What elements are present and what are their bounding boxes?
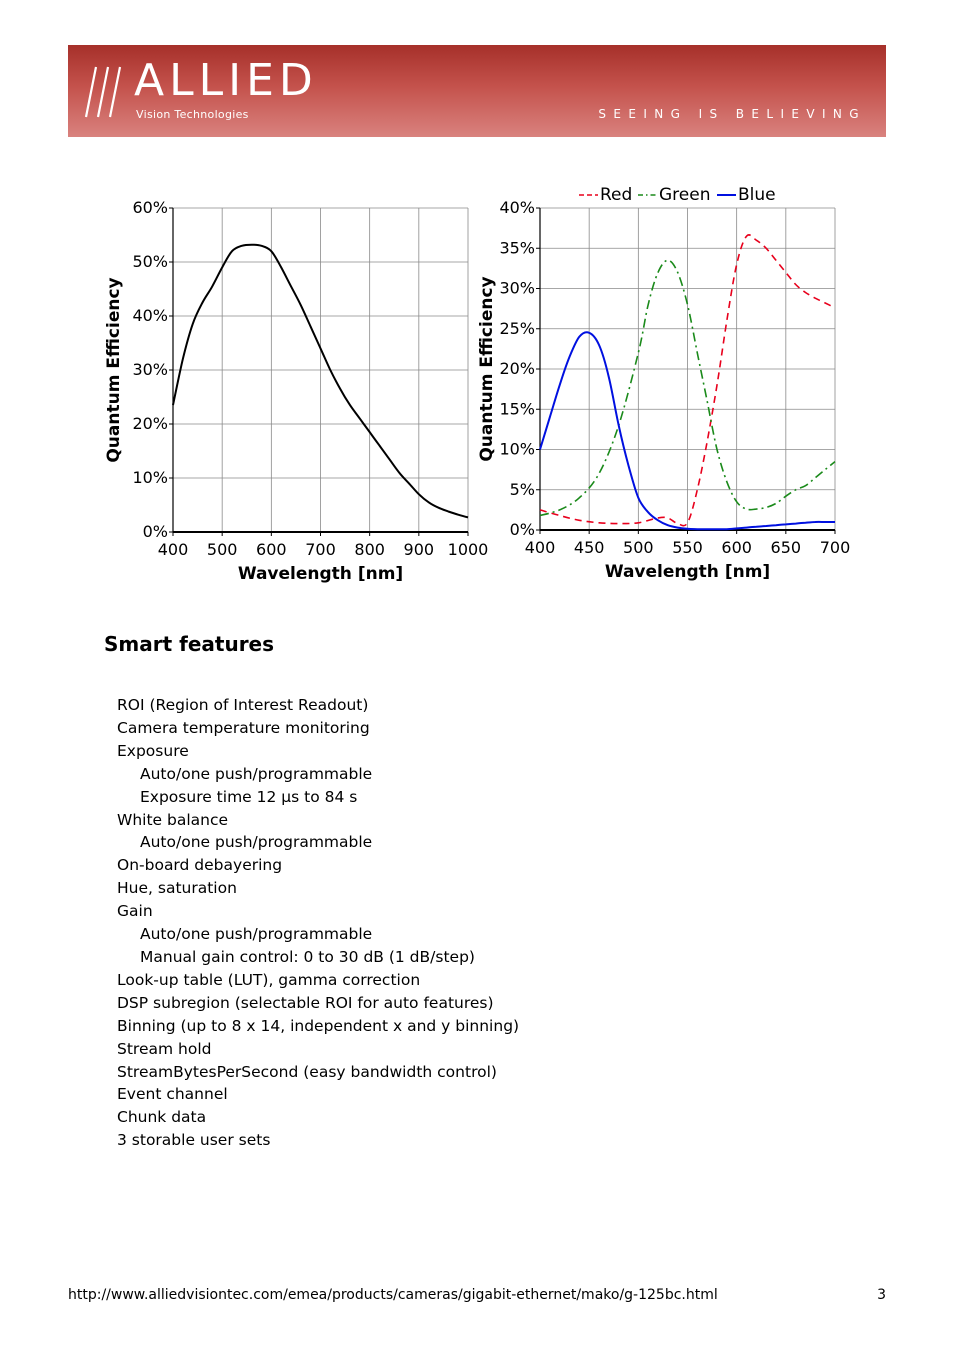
y-tick-label: 10% xyxy=(499,439,535,459)
y-tick-label: 20% xyxy=(132,414,168,433)
y-tick-label: 0% xyxy=(509,520,535,539)
features-list xyxy=(117,694,519,1152)
x-tick-label: 400 xyxy=(157,540,189,559)
feature-item: Chunk data xyxy=(117,1108,207,1127)
feature-item: ROI (Region of Interest Readout) xyxy=(117,696,369,714)
y-tick-label: 15% xyxy=(499,399,535,419)
y-tick-label: 5% xyxy=(509,479,535,499)
legend-label-green: Green xyxy=(659,185,711,205)
y-tick-label: 40% xyxy=(132,306,168,325)
legend-label-red: Red xyxy=(600,185,633,205)
x-tick-label: 600 xyxy=(721,538,752,557)
x-tick-label: 400 xyxy=(524,538,556,557)
y-tick-label: 30% xyxy=(499,278,535,298)
y-tick-label: 25% xyxy=(499,318,535,338)
feature-subitem: Auto/one push/programmable xyxy=(140,833,373,852)
logo-subtext: Vision Technologies xyxy=(136,108,249,121)
legend-label-blue: Blue xyxy=(738,185,776,205)
y-tick-label: 30% xyxy=(132,360,168,379)
page-number: 3 xyxy=(877,1287,886,1303)
x-tick-label: 800 xyxy=(354,540,385,559)
x-tick-label: 1000 xyxy=(447,540,489,559)
feature-item: Camera temperature monitoring xyxy=(117,718,370,737)
x-tick-label: 650 xyxy=(770,538,802,557)
y-tick-label: 0% xyxy=(142,522,168,541)
x-axis-title: Wavelength [nm] xyxy=(237,564,404,584)
feature-item: Exposure xyxy=(117,741,189,760)
feature-item: White balance xyxy=(117,810,229,829)
section-title: Smart features xyxy=(104,632,275,656)
x-tick-label: 500 xyxy=(623,538,654,557)
logo-wordmark: ALLIED xyxy=(134,55,318,106)
y-axis-title: Quantum Efficiency xyxy=(477,276,497,462)
x-tick-label: 500 xyxy=(206,540,238,559)
feature-item: Event channel xyxy=(117,1085,228,1104)
y-tick-label: 20% xyxy=(499,359,535,378)
footer-url[interactable]: http://www.alliedvisiontec.com/emea/products/cameras/gigabit-ethernet/mako/g-125bc.html xyxy=(68,1287,718,1303)
feature-item: On-board debayering xyxy=(117,856,283,875)
feature-item: DSP subregion (selectable ROI for auto features) xyxy=(117,993,494,1012)
feature-subitem: Auto/one push/programmable xyxy=(140,925,373,944)
x-axis-title: Wavelength [nm] xyxy=(604,562,771,582)
x-tick-label: 550 xyxy=(672,538,703,557)
feature-subitem: Auto/one push/programmable xyxy=(140,764,373,783)
x-tick-label: 600 xyxy=(256,540,287,559)
tagline: SEEING IS BELIEVING xyxy=(598,107,866,121)
feature-item: StreamBytesPerSecond (easy bandwidth control) xyxy=(117,1062,497,1081)
feature-item: 3 storable user sets xyxy=(117,1131,271,1150)
feature-item: Hue, saturation xyxy=(117,879,237,898)
y-axis-title: Quantum Efficiency xyxy=(104,277,124,463)
feature-subitem: Exposure time 12 µs to 84 s xyxy=(140,787,358,806)
x-tick-label: 700 xyxy=(819,538,851,557)
feature-item: Gain xyxy=(117,902,153,921)
feature-subitem: Manual gain control: 0 to 30 dB (1 dB/step) xyxy=(140,947,475,966)
y-tick-label: 60% xyxy=(132,198,168,217)
x-tick-label: 900 xyxy=(403,540,435,559)
x-tick-label: 450 xyxy=(573,538,605,557)
feature-item: Look-up table (LUT), gamma correction xyxy=(117,970,421,989)
y-tick-label: 50% xyxy=(132,252,168,271)
x-tick-label: 700 xyxy=(305,540,336,559)
feature-item: Stream hold xyxy=(117,1039,212,1058)
feature-item: Binning (up to 8 x 14, independent x and y binning) xyxy=(117,1016,520,1035)
y-tick-label: 40% xyxy=(499,198,535,217)
y-tick-label: 10% xyxy=(132,468,168,487)
y-tick-label: 35% xyxy=(499,238,535,258)
qe-chart-color xyxy=(0,0,954,620)
